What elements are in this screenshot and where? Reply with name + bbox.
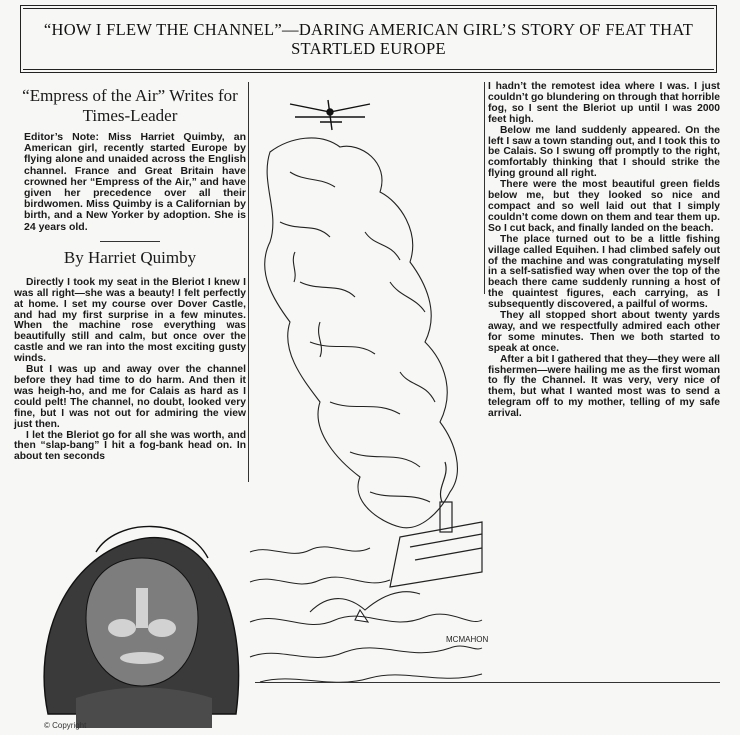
article-body-right: [488, 82, 720, 420]
paragraph: After a bit I gathered that they—they were all fishermen—were hailing me as the first woman to fly the Channel. It was very, very nice of them, but what I wanted most was to send a telegram off to my mother, telling of my safe arrival.: [488, 353, 720, 420]
cloud-icon: [265, 138, 458, 528]
channel-illustration: [250, 82, 489, 694]
headline: [28, 20, 709, 58]
headline-line-2: STARTLED EUROPE: [291, 39, 446, 58]
headline-inner-rule-top: [23, 8, 714, 9]
column-rule-right: [484, 82, 485, 294]
headline-inner-rule-bottom: [23, 69, 714, 70]
left-column: [14, 86, 246, 463]
paragraph: Below me land suddenly appeared. On the left I saw a town standing out, and I took this to be Calais. So I swung off promptly to the right, comfortably thinking that I should strike the flying ground all right.: [488, 124, 720, 180]
paragraph: I hadn’t the remotest idea where I was. I just couldn’t go blundering on through that horrible fog, so I sent the Bleriot up until I was 2000 feet high.: [488, 81, 720, 125]
paragraph: There were the most beautiful green fields below me, but they looked so nice and compact and so well laid out that I simply couldn’t come down on them and tear them up. So I cut back, and finally landed on the beach.: [488, 179, 720, 234]
waves-icon: [250, 547, 482, 682]
right-column: [488, 82, 720, 420]
portrait-copyright: © Copyright: [44, 721, 87, 730]
byline: By Harriet Quimby: [63, 247, 197, 267]
divider: [100, 241, 160, 242]
article-body-left: [14, 278, 246, 463]
paragraph: Directly I took my seat in the Bleriot I knew I was all right—she was a beauty! I felt perfectly at home. I set my course over Dover Castle, and had my first surprise in a few minutes. When the machine rose everything was beautifully still and calm, but once over the castle and we ran into the most exciting gusty winds.: [14, 276, 246, 365]
paragraph: They all stopped short about twenty yards away, and we respectfully admired each other for some minutes. Then we both started to speak at once.: [488, 310, 720, 354]
airplane-icon: [290, 100, 370, 130]
paragraph: But I was up and away over the channel before they had time to do harm. And then it was heigh-ho, and me for Calais as hard as I could pelt! The channel, no doubt, looked very fine, but I was not out for admiring the view just then.: [14, 364, 246, 430]
headline-box: [20, 5, 717, 73]
paragraph: The place turned out to be a little fishing village called Equihen. I had climbed safely out of the machine and was congratulating myself in a self-satisfied way when over the top of the beach there came suddenly running a host of the quaintest figures, each carrying, as I subsequently discovered, a pailful of worms.: [488, 233, 720, 311]
steamship-icon: [390, 462, 482, 587]
editors-note: Editor’s Note: Miss Harriet Quimby, an American girl, recently started Europe by flying alone and unaided across the English channel. France and Great Britain have crowned her “Empress of the Air,” and have given her precedence over all their birdwomen. Miss Quimby is a Californian by birth, and a New Yorker by adoption. She is 24 years old.: [24, 131, 246, 233]
column-rule-left: [248, 82, 249, 482]
bottom-rule: [255, 682, 720, 683]
headline-line-1: “HOW I FLEW THE CHANNEL”—DARING AMERICAN GIRL’S STORY OF FEAT THAT: [43, 20, 694, 39]
paragraph: I let the Bleriot go for all she was worth, and then “slap-bang” I hit a fog-bank head on. In about ten seconds: [14, 429, 246, 463]
illustration-signature: MCMAHON: [446, 635, 489, 644]
collar-icon: [76, 688, 212, 729]
article-heading: “Empress of the Air” Writes for Times-Leader: [22, 86, 238, 125]
portrait-illustration: [36, 488, 248, 728]
